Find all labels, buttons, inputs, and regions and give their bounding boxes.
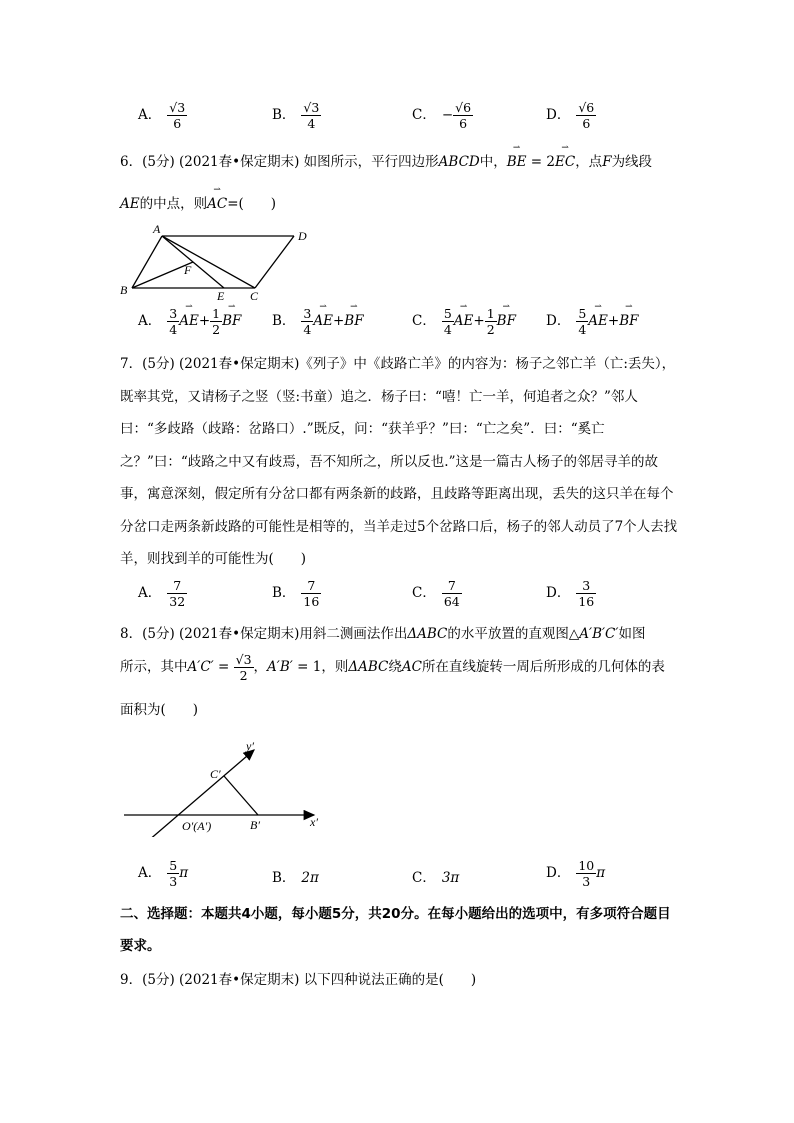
label-b: B′	[250, 818, 260, 832]
label-b: B	[120, 283, 128, 297]
edge-dc	[255, 236, 294, 288]
q7-option-c: C． $\frac{7}{64}$	[412, 578, 460, 609]
label-c: C′	[210, 767, 221, 781]
parallelogram-figure	[118, 222, 308, 304]
q7-text: 7．(5分) (2021春•保定期末)《列子》中《歧路亡羊》的内容为：杨子之邻亡羊（亡:丢失），既率其党，又请杨子之竖（竖:书童）追之．杨子曰：“嘻！亡一羊，何追者之众？”邻人曰：“多歧路（歧路：岔路口）.”既反，问：“获羊乎？”曰：“亡之矣”．曰：“奚亡之？”曰：“歧路之中又有歧焉，吾不知所之，所以反也.”这是一篇古人杨子的邻居寻羊的故事，寓意深刻，假定所有分岔口都有两条新的歧路，且歧路等距离出现，丢失的这只羊在每个分岔口走两条新歧路的可能性是相等的，当羊走过5个岔路口后，杨子的邻人动员了7个人去找羊，则找到羊的可能性为( )	[120, 356, 678, 567]
oblique-axes-figure	[118, 732, 338, 837]
q7-option-d: D． $\frac{3}{16}$	[546, 578, 595, 609]
q8-option-d: D． $\frac{10}{3}$ π	[546, 858, 606, 889]
q8-option-a: A． $\frac{5}{3}$ π	[138, 858, 189, 889]
q6-option-d: D． $\frac{5}{4}$ ⇀ AE+⇀ BF	[546, 306, 639, 337]
label-a: A	[153, 222, 161, 236]
q8-line3: 面积为( )	[120, 702, 199, 718]
q6-line2: AE的中点，则⇀ AC=( )	[120, 192, 276, 212]
q5-option-c: C． − $\frac{√6}{6}$	[412, 100, 472, 131]
q6-option-c: C． $\frac{5}{4}$ ⇀ AE+ $\frac{1}{2}$ ⇀ BF	[412, 306, 516, 337]
q5-option-a: A． $\frac{√3}{6}$	[138, 100, 186, 131]
q6-option-a: A． $\frac{3}{4}$ ⇀ AE+ $\frac{1}{2}$ ⇀ BF	[138, 306, 241, 337]
label-f: F	[184, 263, 192, 277]
q8-line1: 8．(5分) (2021春•保定期末)用斜二测画法作出ΔABC的水平放置的直观图△A′B′C′如图	[120, 626, 646, 642]
q7-option-b: B． $\frac{7}{16}$	[272, 578, 320, 609]
label-o: O′(A′)	[182, 819, 212, 833]
q9-text: 9．(5分) (2021春•保定期末) 以下四种说法正确的是( )	[120, 972, 477, 988]
section-2-heading: 二、选择题：本题共4小题，每小题5分，共20分。在每小题给出的选项中，有多项符合题目要求。	[120, 906, 671, 954]
label-d: D	[298, 229, 307, 243]
q6-option-b: B． $\frac{3}{4}$ ⇀ AE+⇀ BF	[272, 306, 364, 337]
q6-line1: 6．(5分) (2021春•保定期末) 如图所示，平行四边形ABCD中，⇀ BE = 2⇀ EC，点F为线段	[120, 150, 652, 170]
label-x: x′	[310, 815, 318, 829]
q5-option-d: D． $\frac{√6}{6}$	[546, 100, 595, 131]
q8-option-b: B． 2π	[272, 870, 319, 886]
label-e: E	[217, 289, 225, 303]
q7-option-a: A． $\frac{7}{32}$	[138, 578, 186, 609]
segment-ac	[162, 236, 255, 288]
q5-option-b: B． $\frac{√3}{4}$	[272, 100, 320, 131]
q8-line2: 所示，其中A′C′ = $\frac{√3}{2}$ ，A′B′ = 1，则ΔABC绕AC所在直线旋转一周后所形成的几何体的表	[120, 652, 665, 683]
label-y: y′	[246, 739, 254, 753]
edge-ba	[132, 236, 162, 288]
q8-option-c: C． 3π	[412, 870, 460, 886]
segment-c-b	[224, 776, 258, 815]
label-c: C	[250, 289, 259, 303]
